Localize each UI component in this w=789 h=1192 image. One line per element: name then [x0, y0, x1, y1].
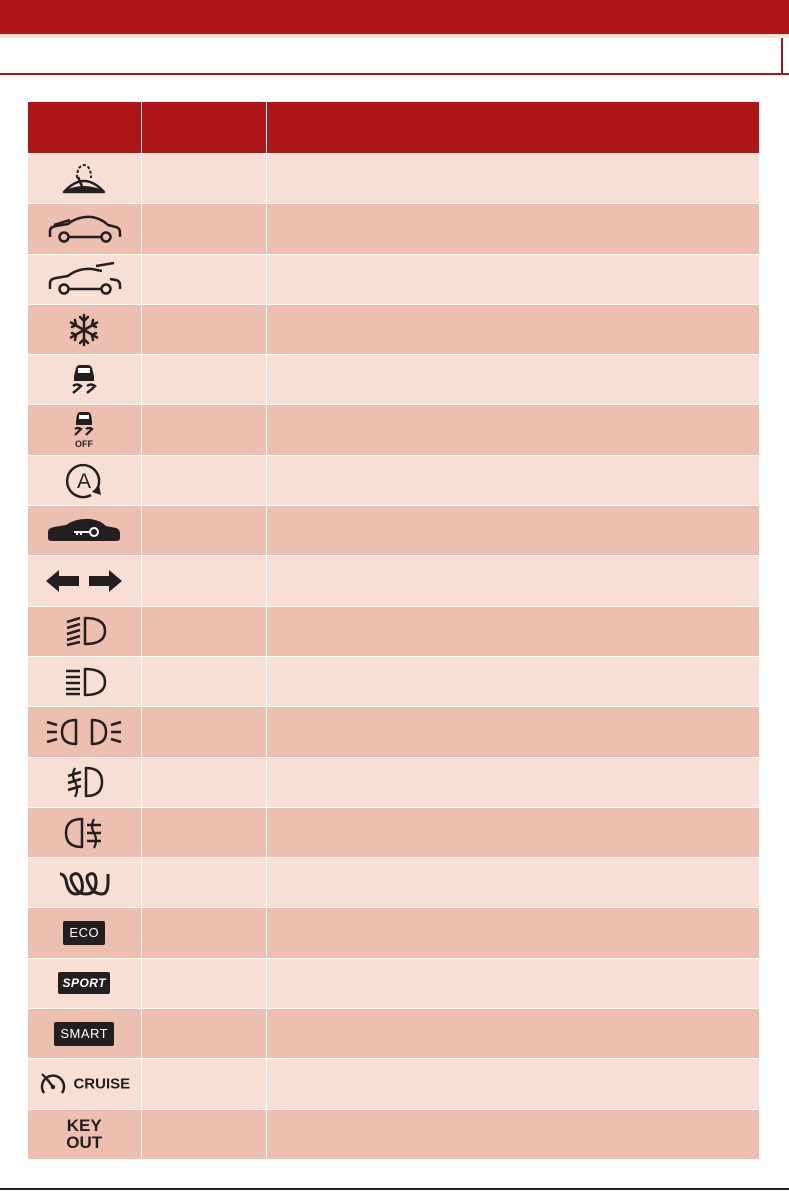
low-beam-icon	[59, 614, 109, 648]
table-row	[28, 606, 759, 656]
description-cell	[266, 1059, 759, 1109]
description-cell	[266, 1109, 759, 1159]
description-cell	[266, 204, 759, 254]
description-cell	[266, 908, 759, 958]
name-cell	[141, 807, 266, 857]
description-cell	[266, 1009, 759, 1059]
sport-mode-icon: SPORT	[58, 972, 110, 994]
symbol-cell	[28, 455, 141, 505]
footer-divider	[0, 1188, 789, 1190]
symbol-cell	[28, 556, 141, 606]
description-cell	[266, 506, 759, 556]
header-divider	[0, 73, 789, 75]
header-band	[0, 34, 789, 38]
trunk-open-icon	[44, 261, 124, 297]
key-out-line-2: OUT	[66, 1132, 103, 1152]
description-cell	[266, 757, 759, 807]
description-cell	[266, 455, 759, 505]
immobilizer-icon	[44, 516, 124, 546]
name-cell	[141, 455, 266, 505]
name-cell	[141, 656, 266, 706]
description-cell	[266, 405, 759, 455]
front-fog-light-icon	[62, 764, 106, 800]
column-header-description	[266, 102, 759, 154]
symbol-cell	[28, 807, 141, 857]
header-edge	[781, 38, 783, 75]
name-cell	[141, 958, 266, 1008]
description-cell	[266, 858, 759, 908]
high-beam-icon	[59, 665, 109, 699]
symbol-cell	[28, 1009, 141, 1059]
name-cell	[141, 707, 266, 757]
glow-plug-icon	[56, 868, 112, 898]
indicator-table	[28, 102, 759, 1159]
cruise-icon	[38, 1071, 68, 1097]
door-open-icon	[44, 213, 124, 245]
symbol-cell	[28, 1059, 141, 1109]
table-row	[28, 707, 759, 757]
name-cell	[141, 1109, 266, 1159]
table-header-row	[28, 102, 759, 154]
svg-text:A: A	[77, 470, 92, 494]
name-cell	[141, 355, 266, 405]
symbol-cell	[28, 757, 141, 807]
name-cell	[141, 254, 266, 304]
symbol-cell	[28, 656, 141, 706]
symbol-cell	[28, 405, 141, 455]
rear-fog-light-icon	[62, 815, 106, 851]
name-cell	[141, 154, 266, 204]
table-row	[28, 355, 759, 405]
stability-control-icon	[67, 362, 101, 398]
symbol-cell	[28, 304, 141, 354]
table-row	[28, 1109, 759, 1159]
symbol-cell	[28, 1109, 141, 1159]
table-row	[28, 1009, 759, 1059]
table-row	[28, 807, 759, 857]
name-cell	[141, 606, 266, 656]
key-out-line-1: KEY	[66, 1115, 102, 1135]
description-cell	[266, 807, 759, 857]
table-row	[28, 405, 759, 455]
symbol-cell	[28, 858, 141, 908]
turn-signal-icon	[44, 568, 124, 594]
description-cell	[266, 656, 759, 706]
name-cell	[141, 506, 266, 556]
symbol-cell	[28, 204, 141, 254]
description-cell	[266, 958, 759, 1008]
description-cell	[266, 355, 759, 405]
name-cell	[141, 204, 266, 254]
name-cell	[141, 757, 266, 807]
stability-control-off-icon	[67, 410, 101, 450]
table-row	[28, 656, 759, 706]
name-cell	[141, 908, 266, 958]
name-cell	[141, 858, 266, 908]
table-row	[28, 506, 759, 556]
name-cell	[141, 1059, 266, 1109]
symbol-cell	[28, 506, 141, 556]
table-row	[28, 204, 759, 254]
symbol-cell	[28, 254, 141, 304]
symbol-cell	[28, 908, 141, 958]
washer-fluid-icon	[60, 162, 108, 196]
table-row	[28, 958, 759, 1008]
column-header-name	[141, 102, 266, 154]
symbol-cell	[28, 355, 141, 405]
table-row	[28, 908, 759, 958]
smart-mode-icon: SMART	[54, 1022, 114, 1046]
key-out-icon	[66, 1117, 102, 1151]
eco-mode-icon: ECO	[63, 921, 105, 945]
symbol-cell	[28, 606, 141, 656]
name-cell	[141, 405, 266, 455]
name-cell	[141, 556, 266, 606]
description-cell	[266, 254, 759, 304]
table-row	[28, 757, 759, 807]
name-cell	[141, 304, 266, 354]
description-cell	[266, 154, 759, 204]
light-on-icon	[44, 716, 124, 748]
table-row	[28, 254, 759, 304]
table-row	[28, 455, 759, 505]
ice-warning-icon	[66, 312, 102, 348]
description-cell	[266, 304, 759, 354]
column-header-symbol	[28, 102, 141, 154]
symbol-cell	[28, 958, 141, 1008]
top-banner	[0, 0, 789, 34]
name-cell	[141, 1009, 266, 1059]
description-cell	[266, 707, 759, 757]
auto-stop-icon	[63, 461, 105, 499]
table-row	[28, 858, 759, 908]
table-row	[28, 556, 759, 606]
symbol-cell	[28, 154, 141, 204]
svg-text:OFF: OFF	[75, 439, 94, 450]
symbol-cell	[28, 707, 141, 757]
description-cell	[266, 556, 759, 606]
description-cell	[266, 606, 759, 656]
cruise-label: CRUISE	[73, 1075, 131, 1093]
table-row	[28, 304, 759, 354]
table-row	[28, 1059, 759, 1109]
table-row	[28, 154, 759, 204]
